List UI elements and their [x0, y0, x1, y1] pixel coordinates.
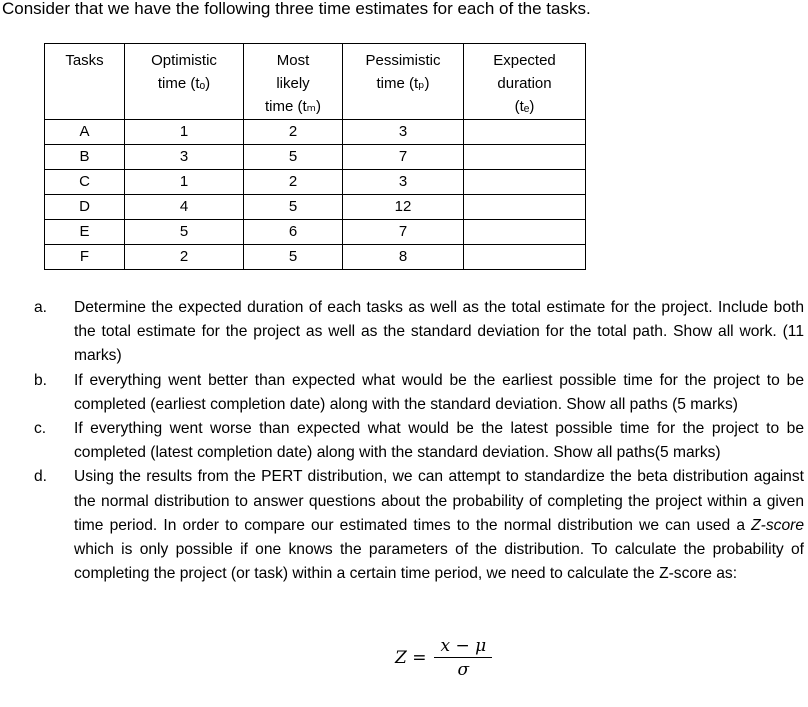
formula-fraction [434, 636, 492, 680]
most-likely-cell: 2 [244, 170, 343, 195]
question-text [74, 465, 804, 586]
expected-cell [464, 145, 586, 170]
question-d [34, 465, 804, 586]
question-list [34, 296, 804, 586]
pessimistic-cell: 8 [343, 245, 464, 270]
table-row [45, 145, 586, 170]
question-text: If everything went better than expected what would be the earliest possible time for the project to be completed (earliest completion date) along with the standard deviation. Show all paths (5 marks) [74, 371, 804, 413]
optimistic-cell: 3 [125, 145, 244, 170]
intro-text: Consider that we have the following three time estimates for each of the tasks. [2, 0, 591, 18]
formula-lhs: Z = [395, 648, 427, 668]
z-score-term: Z-score [751, 516, 804, 534]
question-text: Determine the expected duration of each tasks as well as the total estimate for the project. Include both the total estimate for the project as well as the standard deviation for the total path. Show all work. (11 marks) [74, 299, 804, 365]
most-likely-cell: 5 [244, 195, 343, 220]
header-line: likely [276, 75, 310, 92]
table-row [45, 170, 586, 195]
task-cell: C [45, 170, 125, 195]
pessimistic-cell: 3 [343, 170, 464, 195]
question-text-part: Using the results from the PERT distribution, we can attempt to standardize the beta distribution against the normal distribution to answer questions about the probability of completing the project within a given time period. In order to compare our estimated times to the normal distribution we can used a [74, 468, 804, 534]
optimistic-cell: 5 [125, 220, 244, 245]
header-line: Tasks [65, 52, 104, 69]
table-row [45, 220, 586, 245]
header-tasks [45, 44, 125, 120]
expected-cell [464, 195, 586, 220]
task-cell: A [45, 120, 125, 145]
table-row [45, 245, 586, 270]
expected-cell [464, 170, 586, 195]
pessimistic-cell: 7 [343, 145, 464, 170]
header-line: time (tₚ) [376, 75, 430, 92]
header-line: Expected [493, 52, 556, 69]
most-likely-cell: 2 [244, 120, 343, 145]
header-optimistic [125, 44, 244, 120]
formula-numerator: x − μ [434, 636, 492, 658]
task-cell: B [45, 145, 125, 170]
pessimistic-cell: 7 [343, 220, 464, 245]
optimistic-cell: 2 [125, 245, 244, 270]
header-pessimistic [343, 44, 464, 120]
most-likely-cell: 5 [244, 245, 343, 270]
header-line: Most [276, 52, 310, 69]
task-cell: F [45, 245, 125, 270]
question-a [34, 296, 804, 369]
header-line: time (tₒ) [157, 75, 211, 92]
z-score-formula [395, 636, 492, 680]
most-likely-cell: 5 [244, 145, 343, 170]
question-text: If everything went worse than expected what would be the latest possible time for the project to be completed (latest completion date) along with the standard deviation. Show all paths(5 marks) [74, 420, 804, 462]
task-estimates-table [44, 43, 586, 270]
question-label: b. [34, 371, 48, 389]
question-label: a. [34, 299, 48, 316]
optimistic-cell: 1 [125, 120, 244, 145]
question-text-part: which is only possible if one knows the parameters of the distribution. To calculate the probability of completing the project (or task) within a certain time period, we need to calculate the Z-score as: [74, 541, 804, 583]
expected-cell [464, 220, 586, 245]
optimistic-cell: 4 [125, 195, 244, 220]
task-cell: E [45, 220, 125, 245]
header-line: duration [497, 75, 552, 92]
formula-denominator: σ [457, 660, 470, 680]
question-b [34, 369, 804, 417]
table-header-row [45, 44, 586, 120]
header-most-likely [244, 44, 343, 120]
pessimistic-cell: 12 [343, 195, 464, 220]
most-likely-cell: 6 [244, 220, 343, 245]
header-line: time (tₘ) [264, 98, 321, 115]
question-label: d. [34, 468, 48, 486]
header-line: Pessimistic [365, 52, 441, 69]
pessimistic-cell: 3 [343, 120, 464, 145]
task-cell: D [45, 195, 125, 220]
optimistic-cell: 1 [125, 170, 244, 195]
expected-cell [464, 245, 586, 270]
table-row [45, 120, 586, 145]
expected-cell [464, 120, 586, 145]
header-expected [464, 44, 586, 120]
header-line: Optimistic [151, 52, 217, 69]
question-label: c. [34, 420, 47, 438]
header-line: (tₑ) [514, 98, 535, 115]
table-row [45, 195, 586, 220]
question-c [34, 417, 804, 465]
